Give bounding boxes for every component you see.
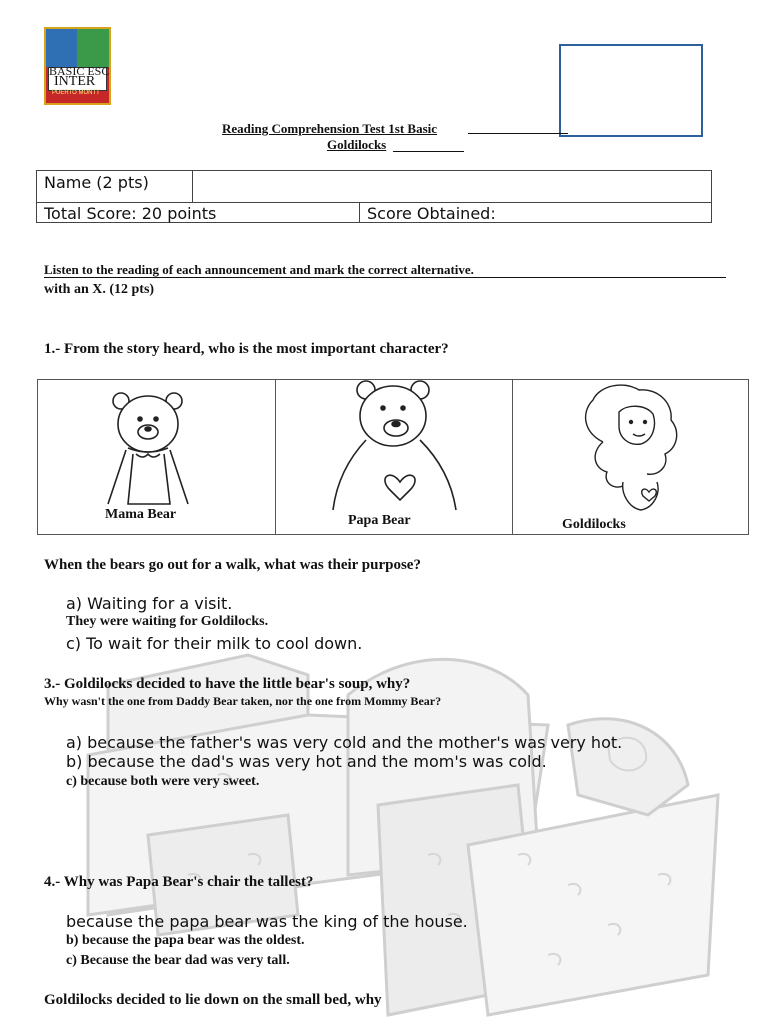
page-title: Reading Comprehension Test 1st Basic (222, 121, 438, 136)
instructions-underline (44, 277, 726, 278)
q4-option-b[interactable]: b) because the papa bear was the oldest. (66, 933, 305, 948)
total-score-label: Total Score: 20 points (44, 204, 217, 223)
question-2: When the bears go out for a walk, what was their purpose? (44, 557, 421, 573)
question-3: 3.- Goldilocks decided to have the little bear's soup, why? (44, 676, 411, 692)
name-field[interactable] (194, 172, 709, 200)
papa-bear-illustration[interactable] (328, 380, 463, 514)
title-underline (468, 133, 568, 134)
logo-text-3: PUERTO MONTT (52, 90, 100, 96)
score-table (36, 170, 712, 223)
q3-option-b[interactable]: b) because the dad's was very hot and the mom's was cold. (66, 752, 547, 771)
name-label: Name (2 pts) (44, 173, 149, 192)
mama-bear-illustration[interactable] (88, 386, 218, 506)
subtitle-underline (393, 151, 464, 152)
instructions-line-1: Listen to the reading of each announcement and mark the correct alternative. (44, 262, 474, 277)
score-obtained-label: Score Obtained: (367, 204, 496, 223)
q3-option-a[interactable]: a) because the father's was very cold and the mother's was very hot. (66, 733, 623, 752)
q2-option-a[interactable]: a) Waiting for a visit. (66, 594, 233, 613)
q3-option-c[interactable]: c) because both were very sweet. (66, 774, 260, 789)
character-options-table (37, 379, 749, 535)
q2-option-b[interactable]: They were waiting for Goldilocks. (66, 614, 269, 629)
q4-option-c[interactable]: c) Because the bear dad was very tall. (66, 953, 290, 968)
logo-text-2: INTER (54, 74, 96, 89)
goldilocks-illustration[interactable] (573, 382, 693, 514)
question-5: Goldilocks decided to lie down on the small bed, why (44, 992, 382, 1008)
question-3-subquestion: Why wasn't the one from Daddy Bear taken, nor the one from Mommy Bear? (44, 694, 442, 708)
q4-option-a[interactable]: because the papa bear was the king of the house. (66, 912, 468, 931)
page-subtitle: Goldilocks (327, 137, 387, 152)
instructions-line-2: with an X. (12 pts) (44, 282, 155, 297)
logo-text-1: BASIC ESC (49, 64, 110, 78)
option-goldilocks: Goldilocks (562, 517, 626, 532)
option-papa-bear: Papa Bear (348, 513, 411, 528)
grade-box (559, 44, 703, 137)
question-1: 1.- From the story heard, who is the most important character? (44, 341, 449, 357)
school-logo (44, 27, 111, 105)
q2-option-c[interactable]: c) To wait for their milk to cool down. (66, 634, 363, 653)
question-4: 4.- Why was Papa Bear's chair the tallest? (44, 874, 314, 890)
option-mama-bear: Mama Bear (105, 507, 177, 522)
